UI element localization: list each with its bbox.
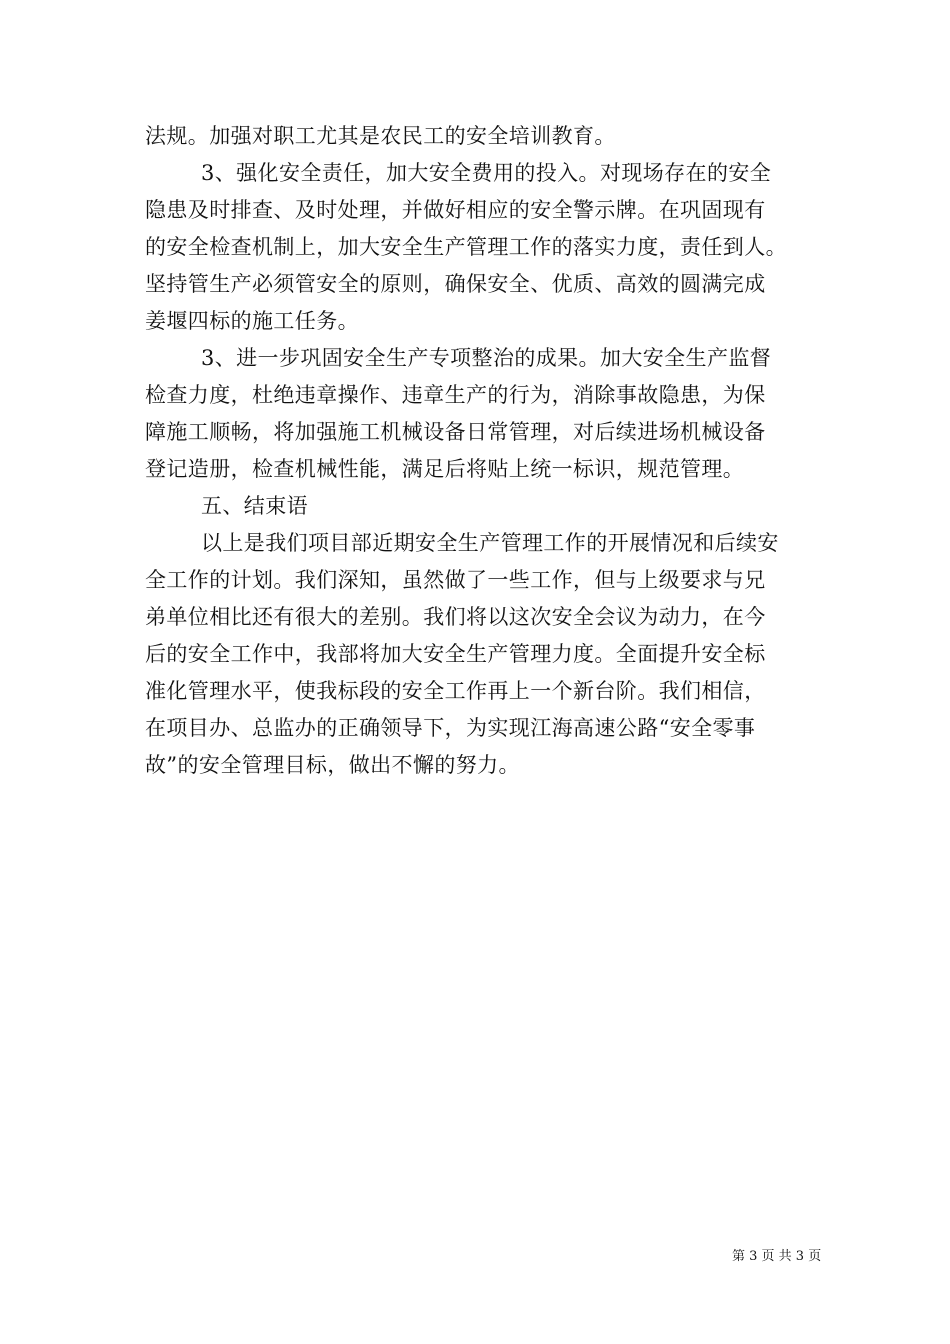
text-line: 全工作的计划。我们深知，虽然做了一些工作，但与上级要求与兄 [145, 568, 766, 592]
text-line: 3、进一步巩固安全生产专项整治的成果。加大安全生产监督 [201, 346, 772, 370]
text-line: 姜堰四标的施工任务。 [145, 309, 359, 333]
text-line: 的安全检查机制上，加大安全生产管理工作的落实力度，责任到人。 [145, 235, 787, 259]
text-line: 以上是我们项目部近期安全生产管理工作的开展情况和后续安 [201, 531, 779, 555]
text-line: 准化管理水平，使我标段的安全工作再上一个新台阶。我们相信， [145, 679, 766, 703]
text-line: 法规。加强对职工尤其是农民工的安全培训教育。 [145, 124, 616, 148]
text-line: 隐患及时排查、及时处理，并做好相应的安全警示牌。在巩固现有 [145, 198, 766, 222]
text-line: 坚持管生产必须管安全的原则，确保安全、优质、高效的圆满完成 [145, 272, 766, 296]
page-number-footer: 第 3 页 共 3 页 [732, 1249, 822, 1264]
text-line: 在项目办、总监办的正确领导下，为实现江海高速公路“安全零事 [145, 716, 756, 740]
text-line: 故”的安全管理目标，做出不懈的努力。 [145, 753, 520, 777]
text-line: 障施工顺畅，将加强施工机械设备日常管理，对后续进场机械设备 [145, 420, 766, 444]
text-line: 3、强化安全责任，加大安全费用的投入。对现场存在的安全 [201, 161, 772, 185]
text-line: 检查力度，杜绝违章操作、违章生产的行为，消除事故隐患，为保 [145, 383, 766, 407]
text-line: 后的安全工作中，我部将加大安全生产管理力度。全面提升安全标 [145, 642, 766, 666]
section-heading: 五、结束语 [201, 494, 308, 518]
text-line: 登记造册，检查机械性能，满足后将贴上统一标识，规范管理。 [145, 457, 745, 481]
text-line: 弟单位相比还有很大的差别。我们将以这次安全会议为动力，在今 [145, 605, 766, 629]
